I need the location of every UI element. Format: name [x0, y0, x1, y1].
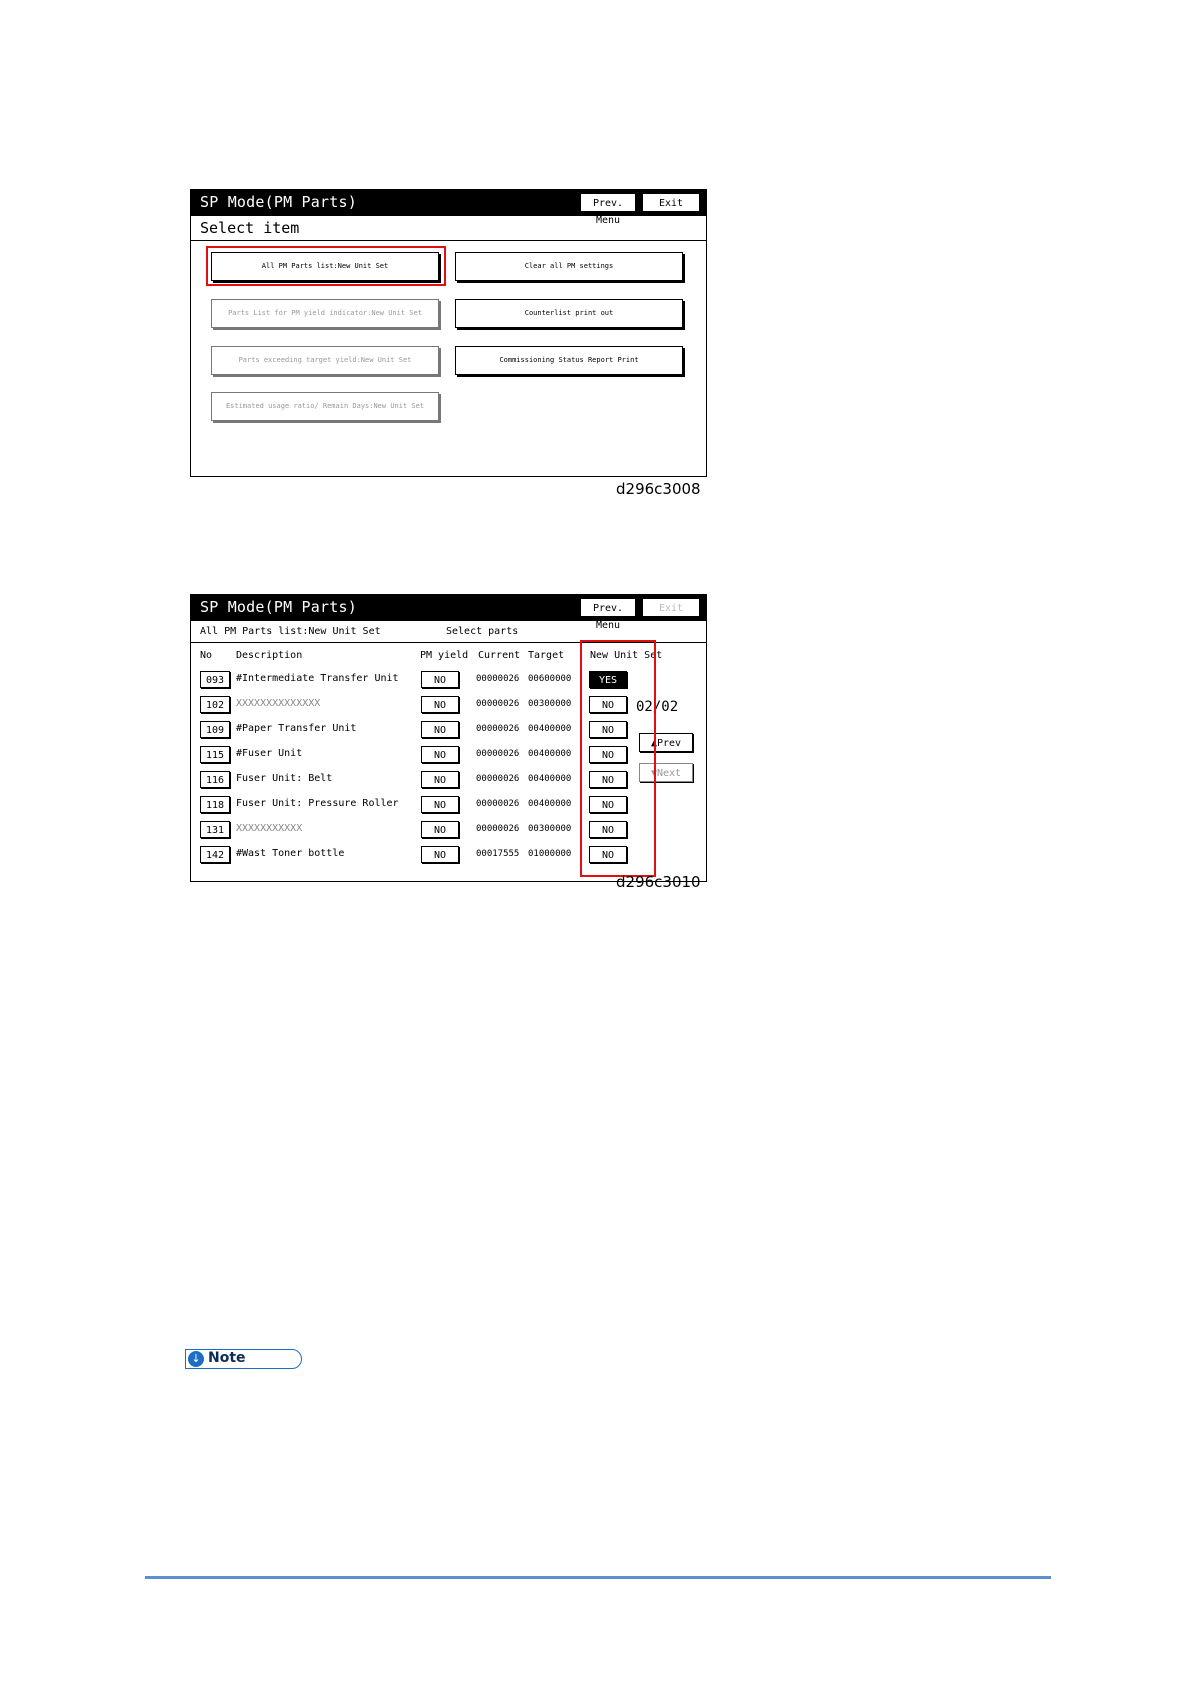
row-description: #Wast Toner bottle — [236, 848, 345, 859]
screen-title: SP Mode(PM Parts) — [200, 598, 357, 616]
prev-menu-button[interactable]: Prev. Menu — [581, 194, 635, 211]
row-no-button[interactable]: 093 — [200, 671, 230, 688]
new-unit-set-button[interactable]: NO — [589, 846, 627, 863]
row-target: 00400000 — [528, 774, 572, 784]
row-no-button[interactable]: 116 — [200, 771, 230, 788]
pm-yield-button[interactable]: NO — [421, 846, 459, 863]
row-no-button[interactable]: 142 — [200, 846, 230, 863]
estimated-usage-button[interactable]: Estimated usage ratio/ Remain Days:New Unit Set — [211, 392, 439, 421]
row-target: 00400000 — [528, 749, 572, 759]
new-unit-set-button[interactable]: YES — [589, 671, 627, 688]
row-current: 00000026 — [476, 724, 520, 734]
exit-button[interactable]: Exit — [643, 194, 699, 211]
note-text: Note — [208, 1350, 246, 1366]
new-unit-set-button[interactable]: NO — [589, 746, 627, 763]
row-description: #Fuser Unit — [236, 748, 303, 759]
pm-yield-button[interactable]: NO — [421, 796, 459, 813]
list-subtitle: All PM Parts list:New Unit Set — [200, 626, 381, 637]
screen-select-item — [190, 189, 707, 477]
header-description: Description — [236, 650, 303, 661]
screen-select-parts — [190, 594, 707, 882]
title-bar — [191, 595, 706, 631]
row-description: XXXXXXXXXXXXXX — [236, 698, 321, 709]
new-unit-set-button[interactable]: NO — [589, 721, 627, 738]
row-description: Fuser Unit: Pressure Roller — [236, 798, 399, 809]
row-description: Fuser Unit: Belt — [236, 773, 333, 784]
row-no-button[interactable]: 118 — [200, 796, 230, 813]
header-no: No — [200, 650, 213, 661]
pm-yield-button[interactable]: NO — [421, 721, 459, 738]
row-current: 00000026 — [476, 824, 520, 834]
counterlist-print-button[interactable]: Counterlist print out — [455, 299, 683, 328]
commissioning-report-button[interactable]: Commissioning Status Report Print — [455, 346, 683, 375]
pm-yield-button[interactable]: NO — [421, 771, 459, 788]
header-pm-yield: PM yield — [420, 650, 469, 661]
footer-divider — [145, 1576, 1051, 1579]
row-description: XXXXXXXXXXX — [236, 823, 303, 834]
parts-exceeding-button[interactable]: Parts exceeding target yield:New Unit Set — [211, 346, 439, 375]
row-target: 00400000 — [528, 724, 572, 734]
row-description: #Paper Transfer Unit — [236, 723, 357, 734]
pm-yield-button[interactable]: NO — [421, 671, 459, 688]
clear-all-pm-button[interactable]: Clear all PM settings — [455, 252, 683, 281]
arrow-down-icon: ↓ — [188, 1351, 204, 1367]
figure-caption-1: d296c3008 — [616, 480, 701, 498]
highlight-box — [206, 246, 446, 286]
parts-list-yield-button[interactable]: Parts List for PM yield indicator:New Unit Set — [211, 299, 439, 328]
row-target: 00400000 — [528, 799, 572, 809]
highlight-box — [580, 640, 656, 877]
select-item-heading: Select item — [200, 219, 300, 237]
new-unit-set-button[interactable]: NO — [589, 771, 627, 788]
prev-menu-button[interactable]: Prev. Menu — [581, 599, 635, 616]
exit-button[interactable]: Exit — [643, 599, 699, 616]
row-no-button[interactable]: 131 — [200, 821, 230, 838]
row-target: 00300000 — [528, 824, 572, 834]
prev-page-button[interactable]: ▲Prev — [639, 733, 693, 752]
row-current: 00000026 — [476, 674, 520, 684]
all-pm-parts-button[interactable]: All PM Parts list:New Unit Set — [211, 252, 439, 281]
pm-yield-button[interactable]: NO — [421, 696, 459, 713]
title-bar — [191, 190, 706, 226]
row-current: 00000026 — [476, 699, 520, 709]
new-unit-set-button[interactable]: NO — [589, 696, 627, 713]
row-target: 01000000 — [528, 849, 572, 859]
row-current: 00000026 — [476, 774, 520, 784]
screen-title: SP Mode(PM Parts) — [200, 193, 357, 211]
header-new-unit-set: New Unit Set — [590, 650, 663, 661]
row-current: 00000026 — [476, 749, 520, 759]
next-page-button[interactable]: ▼Next — [639, 763, 693, 782]
figure-caption-2: d296c3010 — [616, 873, 701, 891]
page-indicator: 02/02 — [636, 699, 679, 715]
row-current: 00017555 — [476, 849, 520, 859]
divider — [191, 240, 706, 241]
new-unit-set-button[interactable]: NO — [589, 821, 627, 838]
pm-yield-button[interactable]: NO — [421, 821, 459, 838]
row-no-button[interactable]: 115 — [200, 746, 230, 763]
row-no-button[interactable]: 109 — [200, 721, 230, 738]
header-target: Target — [528, 650, 565, 661]
row-no-button[interactable]: 102 — [200, 696, 230, 713]
row-target: 00600000 — [528, 674, 572, 684]
header-current: Current — [478, 650, 521, 661]
row-target: 00300000 — [528, 699, 572, 709]
new-unit-set-button[interactable]: NO — [589, 796, 627, 813]
row-description: #Intermediate Transfer Unit — [236, 673, 399, 684]
row-current: 00000026 — [476, 799, 520, 809]
select-parts-label: Select parts — [446, 626, 519, 637]
pm-yield-button[interactable]: NO — [421, 746, 459, 763]
note-label — [185, 1349, 302, 1369]
